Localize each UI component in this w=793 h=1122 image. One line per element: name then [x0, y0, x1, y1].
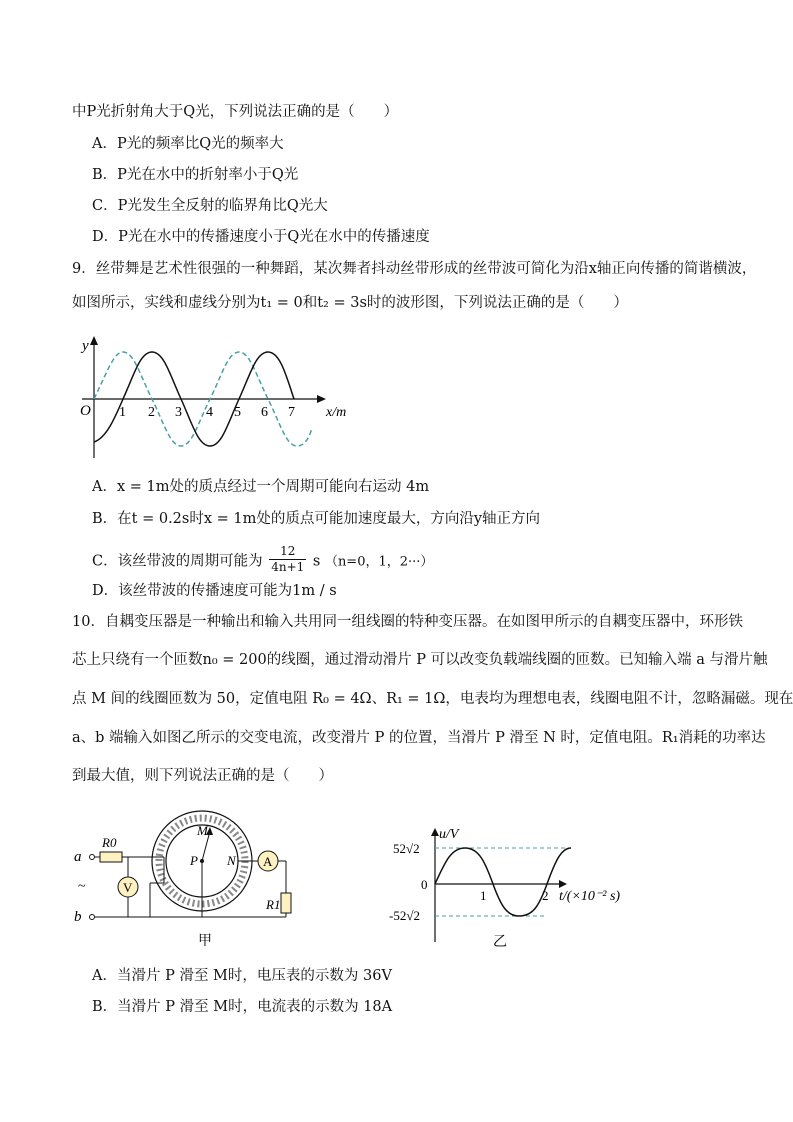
- q10-stem-line2: 芯上只绕有一个匝数n₀ = 200的线圈，通过滑动滑片 P 可以改变负载端线圈的匝数。已知输入端 a 与滑片触: [72, 652, 768, 668]
- q8-option-a: A．P光的频率比Q光的频率大: [92, 136, 284, 152]
- q9-option-d: D．该丝带波的传播速度可能为1m / s: [92, 583, 337, 599]
- q9-option-c-text: C．该丝带波的周期可能为: [92, 553, 263, 570]
- ac-tick-1: 1: [480, 888, 487, 903]
- terminal-b-label: b: [74, 909, 82, 925]
- q9-tick-1: 1: [119, 405, 126, 420]
- q9-stem-line2: 如图所示，实线和虚线分别为t₁ = 0和t₂ = 3s时的波形图，下列说法正确的是（ ）: [72, 295, 628, 311]
- q9-tick-7: 7: [288, 405, 295, 420]
- ac-wave: [435, 848, 571, 916]
- r1-label: R1: [266, 897, 281, 912]
- q9-period-fraction: [269, 544, 306, 575]
- ac-tick-2: 2: [542, 888, 549, 903]
- q9-option-a: A．x = 1m处的质点经过一个周期可能向右运动 4m: [92, 479, 430, 495]
- circuit-caption: 甲: [198, 934, 212, 949]
- q8-option-c: C．P光发生全反射的临界角比Q光大: [92, 198, 328, 214]
- q9-tick-6: 6: [261, 405, 268, 420]
- ac-min-label: -52√2: [389, 908, 420, 923]
- q10-option-a: A．当滑片 P 滑至 M时，电压表的示数为 36V: [92, 968, 392, 984]
- q9-period-numerator: 12: [269, 544, 306, 560]
- q10-stem-line1: 10．自耦变压器是一种输出和输入共用同一组线圈的特种变压器。在如图甲所示的自耦变压器中，环形铁: [72, 614, 743, 630]
- voltmeter-label: V: [123, 880, 133, 895]
- q9-tick-2: 2: [148, 405, 155, 420]
- q9-tick-3: 3: [175, 405, 182, 420]
- ac-y-axis-label: u/V: [439, 827, 459, 842]
- q9-x-axis-label: x/m: [326, 405, 347, 420]
- q9-period-denominator: 4n+1: [271, 560, 305, 574]
- q9-y-axis-label: y: [82, 338, 89, 354]
- n-label: N: [227, 853, 236, 868]
- q9-stem-line1: 9．丝带舞是艺术性很强的一种舞蹈，某次舞者抖动丝带形成的丝带波可简化为沿x轴正向传播的简谐横波，: [72, 261, 757, 277]
- q10-option-b: B．当滑片 P 滑至 M时，电流表的示数为 18A: [92, 999, 393, 1015]
- q9-tick-5: 5: [234, 405, 241, 420]
- terminal-a-label: a: [74, 849, 82, 865]
- q10-stem-line4: a、b 端输入如图乙所示的交变电流，改变滑片 P 的位置，当滑片 P 滑至 N 时，定值电阻。R₁消耗的功率达: [72, 730, 766, 746]
- q9-period-unit: s: [312, 553, 321, 570]
- ac-max-label: 52√2: [393, 841, 420, 856]
- q9-option-b: B．在t = 0.2s时x = 1m处的质点可能加速度最大，方向沿y轴正方向: [92, 511, 541, 527]
- ac-caption: 乙: [493, 935, 507, 950]
- q9-origin-label: O: [80, 403, 91, 419]
- source-symbol: ~: [78, 879, 86, 894]
- ac-x-axis-label: t/(×10⁻² s): [559, 889, 621, 904]
- m-label: M: [197, 823, 208, 838]
- ammeter-label: A: [263, 854, 273, 869]
- q9-wave-graph: [72, 330, 362, 465]
- q10-stem-line5: 到最大值，则下列说法正确的是（ ）: [72, 768, 333, 784]
- q9-tick-4: 4: [206, 405, 213, 420]
- ac-zero-label: 0: [421, 877, 428, 892]
- r0-label: R0: [102, 835, 117, 850]
- q10-stem-line3: 点 M 间的线圈匝数为 50，定值电阻 R₀ = 4Ω、R₁ = 1Ω，电表均为理想电表，线圈电阻不计，忽略漏磁。现在: [72, 691, 793, 707]
- q8-option-b: B．P光在水中的折射率小于Q光: [92, 167, 299, 183]
- q9-option-c: [92, 546, 433, 577]
- p-label: P: [190, 853, 198, 868]
- q9-period-condition: （n=0，1，2···）: [324, 554, 434, 570]
- q10-circuit-diagram: [72, 805, 312, 955]
- q8-stem: 中P光折射角大于Q光，下列说法正确的是（ ）: [72, 104, 399, 120]
- q10-ac-graph: [385, 822, 630, 952]
- q8-option-d: D．P光在水中的传播速度小于Q光在水中的传播速度: [92, 229, 430, 245]
